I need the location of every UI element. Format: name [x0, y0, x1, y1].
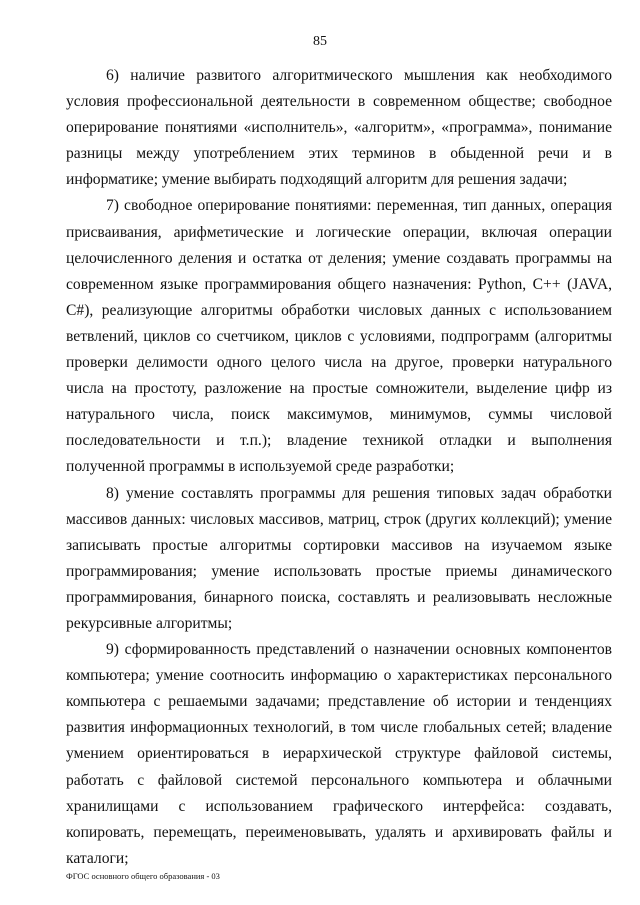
- paragraph-item-6: 6) наличие развитого алгоритмического мышления как необходимого условия профессиональной деятельности в современном обществе; свободное оперирование понятиями «исполнитель», «алгоритм», «программа», понимание разницы между употреблением этих терминов в обыденной речи и в информатике; умение выбирать подходящий алгоритм для решения задачи;: [66, 67, 612, 189]
- paragraph-item-8: 8) умение составлять программы для решения типовых задач обработки массивов данных: числовых массивов, матриц, строк (других коллекций); умение записывать простые алгоритмы сортировки массивов на изучаемом языке программирования; умение использовать простые приемы динамического программирования, бинарного поиска, составлять и реализовывать несложные рекурсивные алгоритмы;: [66, 484, 612, 632]
- paragraph-item-7: 7) свободное оперирование понятиями: переменная, тип данных, операция присваивания, арифметические и логические операции, включая операции целочисленного деления и остатка от деления; умение создавать программы на современном языке программирования общего назначения: Python, C++ (JAVA, C#), реализующие алгоритмы обработки числовых данных с использованием ветвлений, циклов со счетчиком, циклов с условиями, подпрограмм (алгоритмы проверки делимости одного целого числа на другое, проверки натурального числа на простоту, разложение на простые сомножители, выделение цифр из натурального числа, поиск максимумов, минимумов, суммы числовой последовательности и т.п.); владение техникой отладки и выполнения полученной программы в используемой среде разработки;: [66, 197, 612, 476]
- paragraph-item-9: 9) сформированность представлений о назначении основных компонентов компьютера; умение соотносить информацию о характеристиках персонального компьютера с решаемыми задачами; представление об истории и тенденциях развития информационных технологий, в том числе глобальных сетей; владение умением ориентироваться в иерархической структуре файловой системы, работать с файловой системой персонального компьютера и облачными хранилищами с использованием графического интерфейса: создавать, копировать, перемещать, переименовывать, удалять и архивировать файлы и каталоги;: [66, 641, 612, 867]
- page-footer: ФГОС основного общего образования - 03: [66, 871, 220, 881]
- body-text: [66, 63, 612, 872]
- page-number: 85: [313, 34, 327, 49]
